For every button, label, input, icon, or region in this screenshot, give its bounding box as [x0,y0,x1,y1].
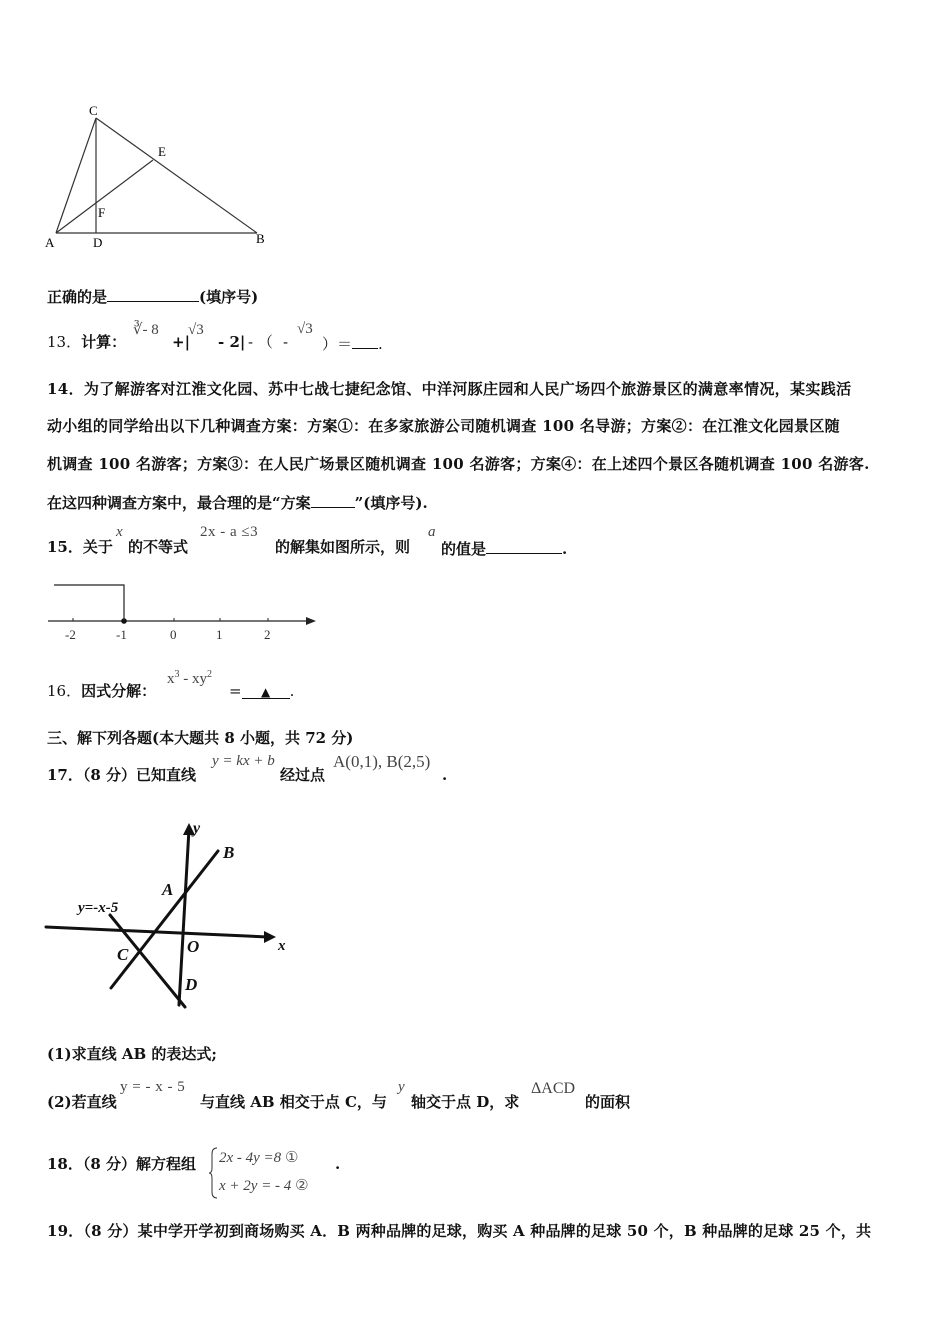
q18-eq1: 2x - 4y =8 ① [219,1150,299,1166]
graph-label-b: B [223,843,235,862]
q14-line3: 机调查 100 名游客；方案③：在人民广场景区随机调查 100 名游客；方案④：在上述四个景区各随机调查 100 名游客. [47,455,870,473]
q15-mid1: 的不等式 [128,538,189,556]
q13-minus-paren: - （ [248,333,273,351]
q15-var-x: x [116,524,123,540]
q15-ineq: 2x - a ≤3 [200,524,259,540]
q17-part2-mid1: 与直线 AB 相交于点 C，与 [200,1093,387,1111]
q15-var-a: a [428,524,436,540]
q16-tail: = ▲ . [229,682,295,700]
graph-label-a: A [162,880,174,899]
q17-lead: 17．（8 分）已知直线 [47,766,197,784]
q13-sqrt3-b: √3 [297,321,313,337]
q13: 13．计算： [47,333,127,351]
q16: 16．因式分解： [47,682,157,700]
q16-expr: $x^3 - xy^2$ [167,669,212,687]
label-b: B [256,231,265,246]
q14-line2: 动小组的同学给出以下几种调查方案：方案①：在多家旅游公司随机调查 100 名导游；方案②：在江淮文化园景区随 [47,417,840,435]
q17-end: . [442,766,448,784]
q15-blank[interactable] [486,537,562,554]
section3-title: 三、解下列各题(本大题共 8 小题，共 72 分) [47,729,354,747]
q17-part2-end: 的面积 [585,1093,631,1111]
number-line [40,575,330,650]
q14-blank[interactable] [311,491,355,508]
q13-minus2: - 2| [218,333,246,351]
q17-points: A(0,1), B(2,5) [333,752,431,771]
graph-label-y: y [193,820,201,837]
tick-label: -1 [116,627,127,642]
q14-line1: 14．为了解游客对江淮文化园、苏中七战七捷纪念馆、中洋河豚庄园和人民广场四个旅游景区的满意率情况，某实践活 [47,380,852,398]
q17-part2-mid2: 轴交于点 D，求 [411,1093,520,1111]
q13-sqrt3-a: √3 [188,322,204,338]
q15-tail: 的值是 . [441,537,567,559]
graph-label-x: x [278,938,286,954]
tick-label: 1 [216,627,223,642]
graph-label-line: y=-x-5 [78,900,119,916]
q18-lead: 18．（8 分）解方程组 [47,1155,197,1173]
q18-brace [209,1146,219,1200]
q13-blank[interactable] [352,332,378,349]
q17-part2-var-y: y [398,1079,405,1095]
q17-part2-lead: (2)若直线 [47,1093,117,1111]
q19-line1: 19．（8 分）某中学开学初到商场购买 A．B 两种品牌的足球，购买 A 种品牌的足球 50 个，B 种品牌的足球 25 个，共 [47,1222,872,1240]
q15-mid2: 的解集如图所示，则 [275,538,411,556]
q17-mid: 经过点 [280,766,326,784]
q13-neg: - [283,333,289,351]
q17-graph [40,815,310,1015]
q15-lead: 15．关于 [47,538,113,556]
q14-line4: 在这四种调查方案中，最合理的是“方案 ”(填序号). [47,491,428,513]
label-f: F [98,205,106,220]
tick-label: -2 [65,627,76,642]
graph-label-o: O [187,937,200,956]
q18-eq2: x + 2y = - 4 ② [219,1178,309,1194]
q18-end: . [335,1155,341,1173]
q13-cbrt: ∛- 8 [133,322,159,338]
graph-label-d: D [185,975,198,994]
q13-plus-abs: +| [172,333,191,351]
label-a: A [45,235,55,250]
q12-answer-line: 正确的是 (填序号) [47,285,258,307]
tick-label: 2 [264,627,271,642]
graph-label-c: C [117,945,129,964]
triangle-figure [40,100,280,255]
label-e: E [158,144,166,159]
q17-line-eq: y = kx + b [212,753,275,769]
label-c: C [89,103,98,118]
q12-blank[interactable] [107,285,199,302]
q17-part1: (1)求直线 AB 的表达式; [47,1045,217,1063]
q17-part2-tri: ΔACD [531,1080,576,1097]
q16-blank[interactable]: ▲ [242,682,290,699]
tick-label: 0 [170,627,177,642]
q17-part2-eq: y = - x - 5 [120,1079,186,1095]
label-d: D [93,235,103,250]
q13-tail: ）＝ . [322,332,383,354]
